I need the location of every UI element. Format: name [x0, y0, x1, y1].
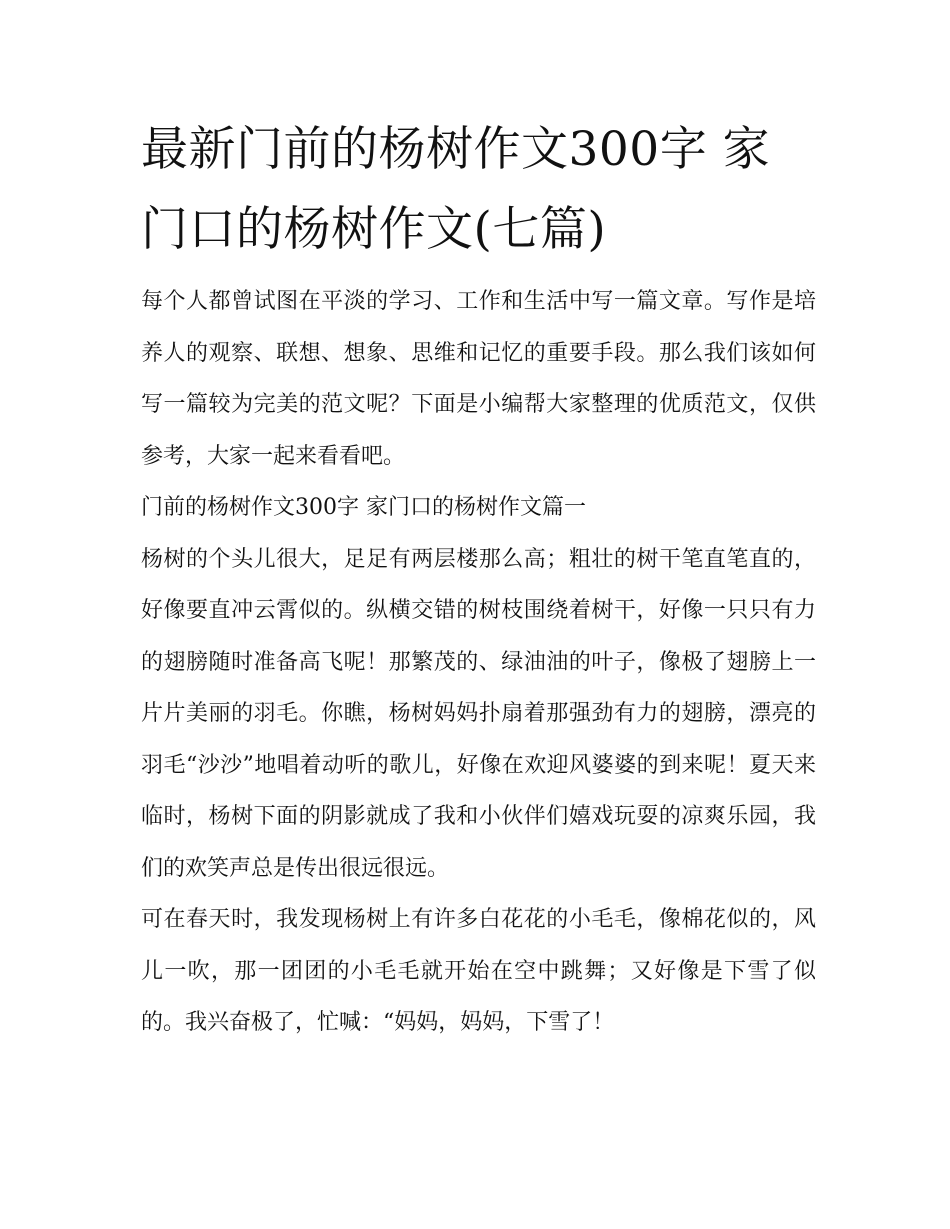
document-page — [141, 110, 816, 1049]
document-title: 最新门前的杨树作文300字 家门口的杨树作文(七篇) — [141, 122, 771, 257]
body-paragraph-2: 可在春天时，我发现杨树上有许多白花花的小毛毛，像棉花似的，风儿一吹，那一团团的小毛毛就开始在空中跳舞；又好像是下雪了似的。我兴奋极了，忙喊：“妈妈，妈妈，下雪了！ — [141, 907, 816, 1035]
intro-paragraph: 每个人都曾试图在平淡的学习、工作和生活中写一篇文章。写作是培养人的观察、联想、想象、思维和记忆的重要手段。那么我们该如何写一篇较为完美的范文呢？下面是小编帮大家整理的优质范文，仅供参考，大家一起来看看吧。 — [141, 289, 816, 469]
section-heading: 门前的杨树作文300字 家门口的杨树作文篇一 — [141, 495, 586, 520]
body-paragraph-1: 杨树的个头儿很大，足足有两层楼那么高；粗壮的树干笔直笔直的，好像要直冲云霄似的。纵横交错的树枝围绕着树干，好像一只只有力的翅膀随时准备高飞呢！那繁茂的、绿油油的叶子，像极了翅膀上一片片美丽的羽毛。你瞧，杨树妈妈扑扇着那强劲有力的翅膀，漂亮的羽毛“沙沙”地唱着动听的歌儿，好像在欢迎风婆婆的到来呢！夏天来临时，杨树下面的阴影就成了我和小伙伴们嬉戏玩耍的凉爽乐园，我们的欢笑声总是传出很远很远。 — [141, 546, 816, 881]
